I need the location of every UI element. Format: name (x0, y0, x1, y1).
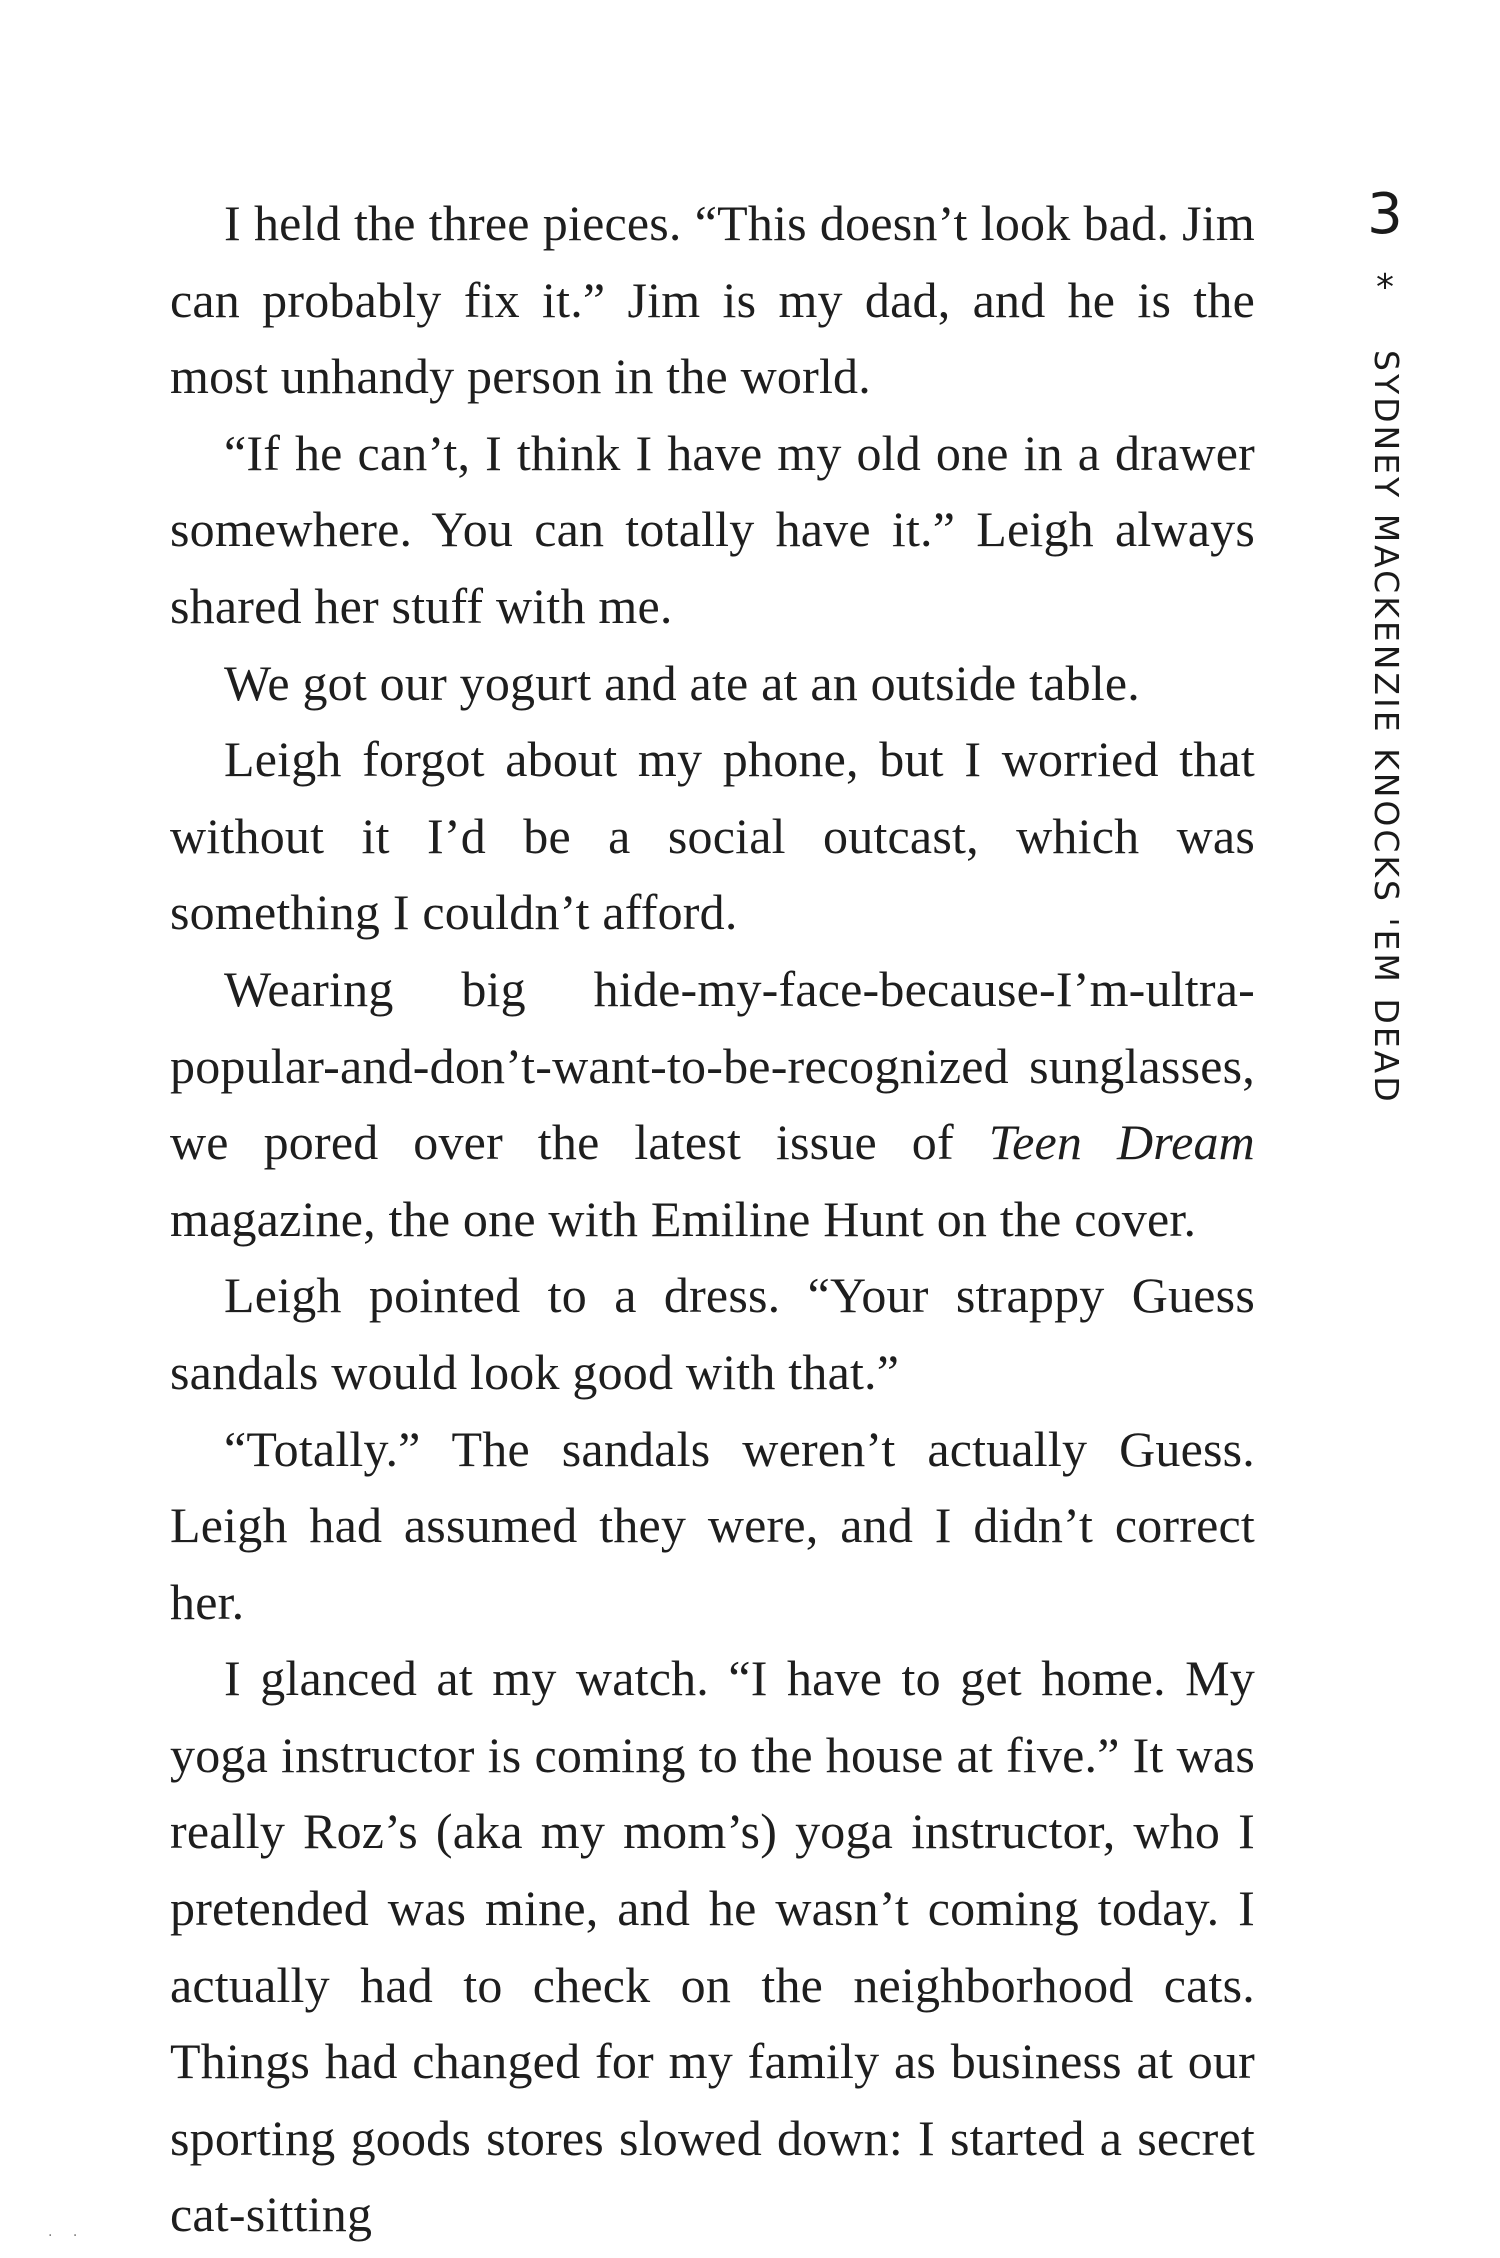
paragraph-5-end: magazine, the one with Emiline Hunt on the cover. (170, 1190, 1197, 1247)
paragraph-8: I glanced at my watch. “I have to get home. My yoga instructor is coming to the house at five.” It was really Roz’s (aka my mom’s) yoga instructor, who I pretended was mine, and he wasn’t coming today. I actually had to check on the neighborhood cats. Things had changed for my family as business at our sporting goods stores slowed down: I started a secret cat-sitting (170, 1650, 1255, 2243)
body-text (170, 185, 1255, 2253)
running-head (1366, 350, 1406, 1110)
paragraph-4: Leigh forgot about my phone, but I worried that without it I’d be a social outcast, which was something I couldn’t afford. (170, 731, 1255, 941)
paragraph-2: “If he can’t, I think I have my old one in a drawer somewhere. You can totally have it.” Leigh always shared her stuff with me. (170, 424, 1255, 634)
paragraph-5-start: Wearing big hide-my-face-because-I’m-ultra-popular-and-don’t-want-to-be-recognized sunglasses, we pored over the latest issue of (170, 960, 1255, 1171)
magazine-title: Teen Dream (988, 1114, 1255, 1171)
paragraph-3: We got our yogurt and ate at an outside table. (224, 654, 1141, 711)
paragraph-6: Leigh pointed to a dress. “Your strappy Guess sandals would look good with that.” (170, 1267, 1255, 1400)
paragraph-1: I held the three pieces. “This doesn’t look bad. Jim can probably fix it.” Jim is my dad, and he is the most unhandy person in the world. (170, 195, 1255, 405)
paragraph-7: “Totally.” The sandals weren’t actually Guess. Leigh had assumed they were, and I didn’t correct her. (170, 1420, 1255, 1630)
page-number: 3 (1367, 182, 1403, 247)
asterisk-ornament-icon: * (1376, 267, 1394, 308)
scan-specks: · · (48, 2228, 86, 2244)
book-title: SYDNEY MACKENZIE KNOCKS 'EM DEAD (1367, 350, 1406, 1105)
paragraph-5 (170, 951, 1255, 1257)
